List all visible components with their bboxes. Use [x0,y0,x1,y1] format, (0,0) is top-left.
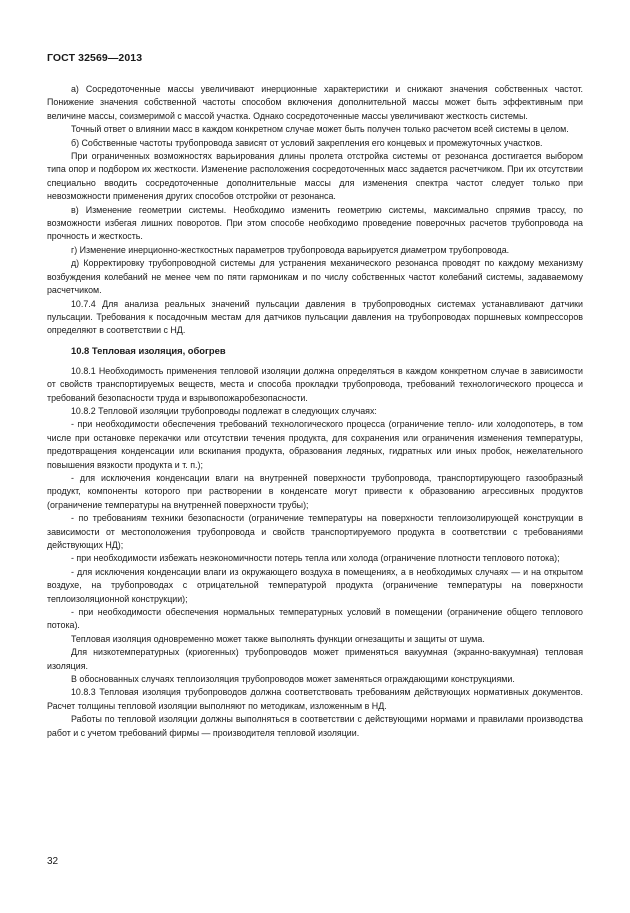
paragraph-fire-noise: Тепловая изоляция одновременно может также выполнять функции огнезащиты и защиты от шума. [71,633,485,644]
paragraph-works: Работы по тепловой изоляции должны выполняться в соответствии с действующими нормами и правилами производства работ и с учетом требований фирмы — производителя тепловой изоляции. [47,714,583,738]
page-number: 32 [47,856,59,867]
section-heading: 10.8 Тепловая изоляция, обогрев [71,344,226,356]
list-item-room-conditions: - при необходимости обеспечения нормальных температурных условий в помещении (ограничение общего теплового потока). [47,607,583,631]
paragraph-10-8-1: 10.8.1 Необходимость применения тепловой изоляции должна определяться в каждом конкретном случае в зависимости от свойств транспортируемых веществ, места и способа прокладки трубопровода, требований технологического процесса и требований безопасности труда и взрывопожаробезопасности. [47,365,583,403]
paragraph-enclosing: В обоснованных случаях теплоизоляция трубопроводов может заменяться ограждающими конструкциями. [71,674,515,685]
paragraph-cryogenic: Для низкотемпературных (криогенных) трубопроводов может применяться вакуумная (экранно-вакуумная) тепловая изоляция. [47,647,583,671]
paragraph-span-variation: При ограниченных возможностях варьирования длины пролета отстройка системы от резонанса достигается выбором типа опор и подбором их жесткости. Изменение расположения сосредоточенных масс задается расчетчиком. При их отсутствии специально вводить сосредоточенные дополнительные массы для изменения спектра частот следует только при невозможности применения других способов отстройки от резонанса. [47,151,583,202]
list-item-heat-losses: - при необходимости избежать неэкономичности потерь тепла или холода (ограничение плотности теплового потока); [71,553,560,564]
paragraph-10-8-3: 10.8.3 Тепловая изоляция трубопроводов должна соответствовать требованиям действующих нормативных документов. Расчет толщины тепловой изоляции выполняют по методикам, изложенным в НД. [47,687,583,711]
list-item-safety: - по требованиям техники безопасности (ограничение температуры на поверхности теплоизолирующей конструкции в зависимости от местоположения трубопровода и свойств транспортируемого продукта в соответствии с требованиями действующих НД); [47,513,583,550]
paragraph-correction: д) Корректировку трубопроводной системы для устранения механического резонанса проводят по каждому механизму возбуждения колебаний не менее чем по пяти гармоникам и по числу собственных частот колебаний системы, задаваемому расчетчиком. [47,258,583,296]
paragraph-exact-answer: Точный ответ о влиянии масс в каждом конкретном случае может быть получен только расчетом всей системы в целом. [71,124,569,135]
paragraph-10-7-4: 10.7.4 Для анализа реальных значений пульсации давления в трубопроводных системах устанавливают датчики пульсации. Требования к посадочным местам для датчиков пульсации давления на трубопроводах поршневых компрессоров определяют в соответствии с НД. [47,298,583,336]
document-body [47,83,583,740]
paragraph-natural-frequencies: б) Собственные частоты трубопровода зависят от условий закрепления его концевых и промежуточных участков. [71,137,543,148]
paragraph-10-8-2: 10.8.2 Тепловой изоляции трубопроводы подлежат в следующих случаях: [71,405,377,416]
paragraph-masses: а) Сосредоточенные массы увеличивают инерционные характеристики и снижают значения собственных частот. Понижение значения собственной частоты способом включения дополнительной массы может быть эффективным при величине массы, соизмеримой с массой участка. Однако сосредоточенные массы увеличивают жесткость системы. [47,84,583,121]
paragraph-geometry-change: в) Изменение геометрии системы. Необходимо изменить геометрию системы, максимально спрямив трассу, по возможности избегая лишних поворотов. При этом способе необходимо проведение поверочных расчетов трубопровода на прочность и жесткость. [47,204,583,242]
document-header: ГОСТ 32569—2013 [47,52,143,64]
paragraph-inertia-stiffness: г) Изменение инерционно-жесткостных параметров трубопровода варьируется диаметром трубопровода. [71,244,510,255]
list-item-technological: - при необходимости обеспечения требований технологического процесса (ограничение тепло- или холодопотерь, в том числе при остановке перекачки или отсутствии течения продукта, для сохранения или ограничения изменения температуры, предотвращения конденсации или вскипания продукта, образования ледяных, гидратных или иных пробок, нежелательного повышения вязкости продукта и т. п.); [47,419,583,470]
list-item-condensation-inner: - для исключения конденсации влаги на внутренней поверхности трубопровода, транспортирующего газообразный продукт, компоненты которого при растворении в конденсате могут привести к образованию агрессивных продуктов (ограничение температуры на внутренней поверхности трубы); [47,472,583,510]
list-item-condensation-outer: - для исключения конденсации влаги из окружающего воздуха в помещениях, а в необходимых случаях — и на открытом воздухе, на трубопроводах с отрицательной температурой продукта (ограничение температуры на поверхности теплоизоляционной конструкции); [47,566,583,604]
